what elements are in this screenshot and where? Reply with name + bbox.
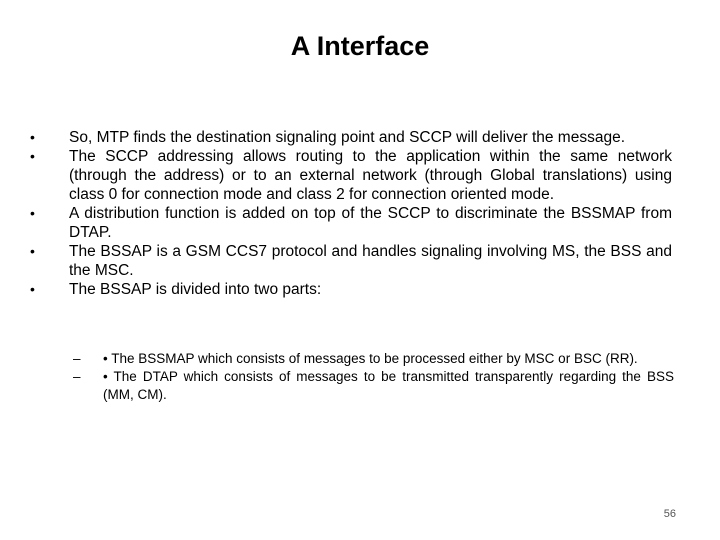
bullet-item <box>30 128 672 147</box>
sub-bullet-item <box>73 350 674 368</box>
bullet-text: A distribution function is added on top of the SCCP to discriminate the BSSMAP from DTAP. <box>69 205 672 241</box>
bullet-text: The BSSAP is divided into two parts: <box>69 281 322 298</box>
sub-bullet-text: • The DTAP which consists of messages to be transmitted transparently regarding the BSS (MM, CM). <box>103 369 674 402</box>
bullet-marker: • <box>30 129 35 145</box>
bullet-marker: • <box>30 205 35 221</box>
sub-bullet-item <box>73 368 674 404</box>
sub-bullet-marker: – <box>73 369 81 384</box>
page-number: 56 <box>663 508 676 520</box>
sub-bullet-list <box>73 350 674 404</box>
sub-bullet-text: • The BSSMAP which consists of messages to be processed either by MSC or BSC (RR). <box>103 351 638 366</box>
slide-title: A Interface <box>290 31 430 61</box>
bullet-item <box>30 147 672 204</box>
bullet-marker: • <box>30 243 35 259</box>
bullet-marker: • <box>30 148 35 164</box>
bullet-item <box>30 280 672 299</box>
bullet-text: So, MTP finds the destination signaling point and SCCP will deliver the message. <box>69 129 626 146</box>
bullet-item <box>30 242 672 280</box>
bullet-item <box>30 204 672 242</box>
bullet-text: The BSSAP is a GSM CCS7 protocol and handles signaling involving MS, the BSS and the MSC. <box>69 243 672 279</box>
bullet-list <box>30 128 672 299</box>
bullet-text: The SCCP addressing allows routing to the application within the same network (through the address) or to an external network (through Global translations) using class 0 for connection mode and class 2 for connection oriented mode. <box>69 148 672 203</box>
sub-bullet-marker: – <box>73 351 81 366</box>
bullet-marker: • <box>30 281 35 297</box>
